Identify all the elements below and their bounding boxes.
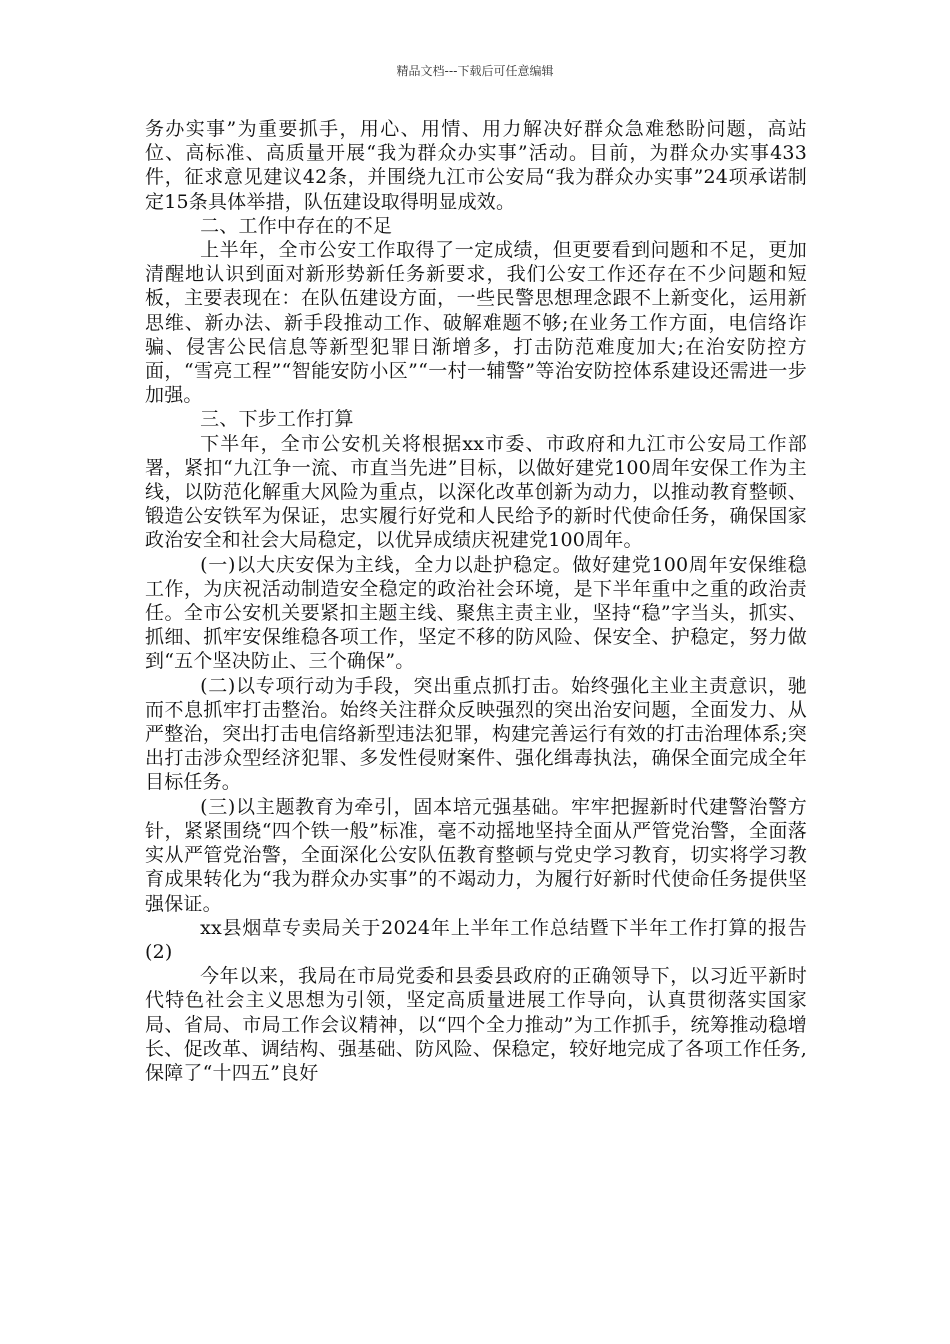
paragraph-item-3: (三)以主题教育为牵引，固本培元强基础。牢牢把握新时代建警治警方针，紧紧围绕“四个铁一般”标准，毫不动摇地坚持全面从严管党治警，全面落实从严管党治警，全面深化公安队伍教育整顿与党史学习教育，切实将学习教育成果转化为“我为群众办实事”的不竭动力，为履行好新时代使命任务提供坚强保证。 (145, 795, 807, 915)
paragraph-report-intro: 今年以来，我局在市局党委和县委县政府的正确领导下，以习近平新时代特色社会主义思想为引领，坚定高质量进展工作导向，认真贯彻落实国家局、省局、市局工作会议精神，以“四个全力推动”为工作抓手，统筹推动稳增长、促改革、调结构、强基础、防风险、保稳定，较好地完成了各项工作任务,保障了“十四五”良好 (145, 965, 807, 1084)
section-heading-next-steps: 三、下步工作打算 (200, 408, 354, 431)
paragraph-shortcomings: 上半年，全市公安工作取得了一定成绩，但更要看到问题和不足，更加清醒地认识到面对新形势新任务新要求，我们公安工作还存在不少问题和短板，主要表现在：在队伍建设方面，一些民警思想理念跟不上新变化，运用新思维、新办法、新手段推动工作、破解难题不够;在业务工作方面，电信络诈骗、侵害公民信息等新型犯罪日渐增多，打击防范难度加大;在治安防控方面，“雪亮工程”“智能安防小区”“一村一辅警”等治安防控体系建设还需进一步加强。 (145, 239, 807, 407)
paragraph-item-1: (一)以大庆安保为主线，全力以赴护稳定。做好建党100周年安保维稳工作，为庆祝活动制造安全稳定的政治社会环境，是下半年重中之重的政治责任。全市公安机关要紧扣主题主线、聚焦主责主业，坚持“稳”字当头，抓实、抓细、抓牢安保维稳各项工作，坚定不移的防风险、保安全、护稳定，努力做到“五个坚决防止、三个确保”。 (145, 553, 807, 673)
report-title: xx县烟草专卖局关于2024年上半年工作总结暨下半年工作打算的报告(2) (145, 916, 807, 963)
document-body (145, 117, 807, 1085)
paragraph-item-2: (二)以专项行动为手段，突出重点抓打击。始终强化主业主责意识，驰而不息抓牢打击整治。始终关注群众反映强烈的突出治安问题，全面发力、从严整治，突出打击电信络新型违法犯罪，构建完善运行有效的打击治理体系;突出打击涉众型经济犯罪、多发性侵财案件、强化缉毒执法，确保全面完成全年目标任务。 (145, 674, 807, 794)
paragraph-next-steps-intro: 下半年，全市公安机关将根据xx市委、市政府和九江市公安局工作部署，紧扣“九江争一流、市直当先进”目标，以做好建党100周年安保工作为主线，以防范化解重大风险为重点，以深化改革创新为动力，以推动教育整顿、锻造公安铁军为保证，忠实履行好党和人民给予的新时代使命任务，确保国家政治安全和社会大局稳定，以优异成绩庆祝建党100周年。 (145, 432, 807, 552)
section-heading-shortcomings: 二、工作中存在的不足 (200, 214, 393, 237)
page-header: 精品文档---下载后可任意编辑 (396, 64, 554, 78)
paragraph-continuation: 务办实事”为重要抓手，用心、用情、用力解决好群众急难愁盼问题，高站位、高标准、高质量开展“我为群众办实事”活动。目前，为群众办实事433件，征求意见建议42条，并围绕九江市公安局“我为群众办实事”24项承诺制定15条具体举措，队伍建设取得明显成效。 (145, 118, 807, 213)
